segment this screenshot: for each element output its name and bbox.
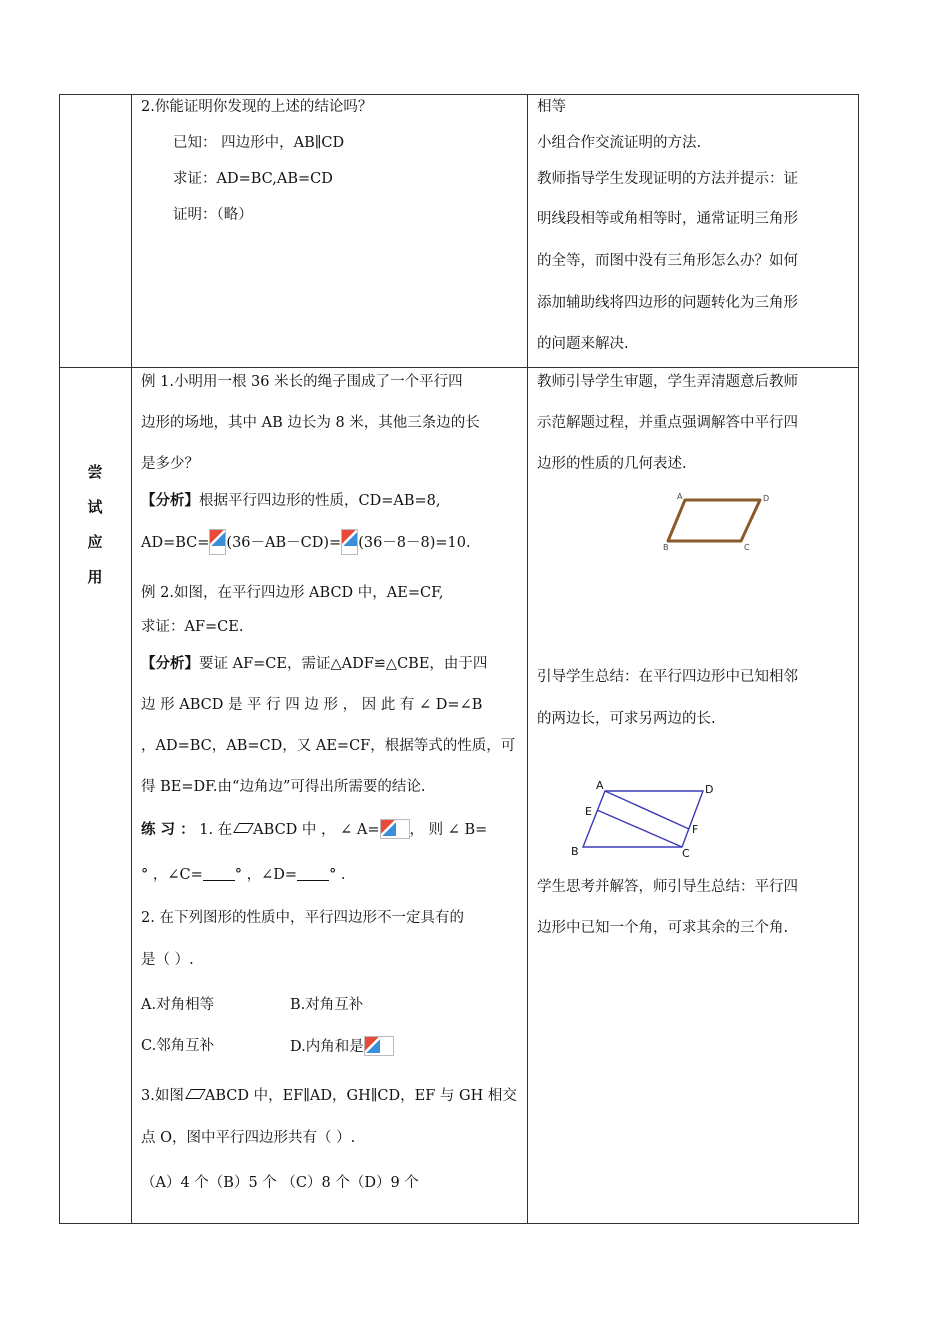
practice1-part-b: ABCD 中 ， ∠ A=: [253, 822, 380, 838]
col-border-right: [858, 94, 859, 1224]
fraction-image-icon: [209, 529, 226, 555]
teacher-note-1: 教师引导学生审题，学生弄清题意后教师: [537, 374, 798, 390]
practice1-line2: [141, 865, 346, 885]
analysis2-line3: ，AD=BC，AB=CD，又 AE=CF，根据等式的性质，可: [141, 738, 516, 754]
answer-blank[interactable]: [203, 866, 235, 881]
analysis1: [141, 491, 440, 511]
right-line-5: 的全等，而图中没有三角形怎么办？如何: [537, 253, 798, 269]
teacher-note-3: 边形的性质的几何表述.: [537, 456, 687, 472]
analysis2-text: 要证 AF=CE，需证△ADF≌△CBE，由于四: [199, 656, 488, 672]
col-border-left: [59, 94, 60, 1224]
right-line-3: 教师指导学生发现证明的方法并提示：证: [537, 171, 798, 187]
summary-3: 学生思考并解答，师引导生总结：平行四: [537, 879, 798, 895]
section-label-char: 应: [87, 533, 103, 551]
parallelogram-symbol-icon: [185, 1089, 206, 1099]
question-2: 2.你能证明你发现的上述的结论吗？: [141, 99, 373, 115]
practice1-part-c: ， 则 ∠ B=: [409, 822, 488, 838]
practice1-end: ° .: [329, 867, 346, 883]
calc-part-b: (36－AB－CD)=: [226, 535, 342, 551]
fraction-image-icon: [380, 819, 410, 839]
analysis1-text: 根据平行四边形的性质，CD=AB=8,: [199, 493, 441, 509]
parallelogram-figure-1: [663, 492, 773, 552]
right-line-2: 小组合作交流证明的方法.: [537, 135, 702, 151]
vertex-label: C: [682, 847, 690, 857]
option-d: [290, 1036, 394, 1057]
section-label-char: 尝: [87, 463, 103, 481]
parallelogram-symbol-icon: [233, 823, 254, 833]
vertex-label: B: [663, 543, 669, 552]
practice3-line1: [141, 1086, 517, 1106]
option-b: B.对角互补: [290, 997, 364, 1013]
vertex-label: A: [677, 492, 683, 501]
known-statement: 已知： 四边形中，AB∥CD: [173, 135, 345, 151]
right-line-7: 的问题来解决.: [537, 336, 629, 352]
vertex-label: D: [763, 494, 770, 503]
row2-left-cell: [131, 367, 527, 1223]
fraction-image-icon: [364, 1036, 394, 1056]
section-label-char: 试: [87, 498, 103, 516]
example1-line1: 例 1.小明用一根 36 米长的绳子围成了一个平行四: [141, 374, 463, 390]
example1-line2: 边形的场地，其中 AB 边长为 8 米，其他三条边的长: [141, 415, 480, 431]
practice2-line2: 是（ ）.: [141, 952, 194, 968]
answer-blank[interactable]: [297, 866, 329, 881]
calculation-line: [141, 529, 471, 555]
lesson-table: [59, 94, 859, 1224]
analysis2-line2: 边 形 ABCD 是 平 行 四 边 形 ， 因 此 有 ∠ D=∠B: [141, 697, 483, 713]
right-line-6: 添加辅助线将四边形的问题转化为三角形: [537, 295, 798, 311]
row1-right-cell: [527, 94, 858, 367]
practice3-line2: 点 O，图中平行四边形共有（ ）.: [141, 1130, 356, 1146]
row2-right-cell: [527, 367, 858, 1223]
practice3-part-a: 3.如图: [141, 1088, 184, 1104]
analysis2-line1: [141, 654, 487, 674]
practice3-part-b: ABCD 中，EF∥AD，GH∥CD，EF 与 GH 相交: [204, 1088, 517, 1104]
fraction-image-icon: [341, 529, 358, 555]
vertex-label: F: [692, 823, 699, 836]
practice3-options: （A）4 个（B）5 个 （C）8 个（D）9 个: [141, 1175, 419, 1191]
practice1-angle-c: ° ，∠C=: [141, 867, 203, 883]
vertex-label: B: [571, 845, 579, 857]
option-c: C.邻角互补: [141, 1038, 215, 1054]
practice1-part-a: 1. 在: [199, 822, 233, 838]
option-d-text: D.内角和是: [290, 1039, 364, 1055]
prove-statement: 求证：AD=BC,AB=CD: [173, 171, 333, 187]
proof-statement: 证明：（略）: [173, 207, 253, 223]
right-line-4: 明线段相等或角相等时，通常证明三角形: [537, 211, 798, 227]
segment-ec: [597, 810, 682, 847]
analysis-tag: 【分析】: [141, 493, 199, 509]
right-line-1: 相等: [537, 99, 566, 115]
vertex-label: D: [705, 783, 714, 796]
practice1-line1: [141, 819, 487, 840]
parallelogram-shape-1: [668, 500, 760, 541]
section-label: [59, 461, 131, 601]
example2-line2: 求证：AF=CE.: [141, 619, 244, 635]
practice1-angle-d: ° ，∠D=: [234, 867, 298, 883]
segment-af: [605, 791, 689, 829]
teacher-note-2: 示范解题过程，并重点强调解答中平行四: [537, 415, 798, 431]
analysis2-line4: 得 BE=DF.由“边角边”可得出所需要的结论.: [141, 779, 426, 795]
summary-2: 的两边长，可求另两边的长.: [537, 711, 716, 727]
practice-tag: 练 习 ：: [141, 822, 195, 838]
vertex-label: E: [585, 805, 592, 818]
example2-line1: 例 2.如图，在平行四边形 ABCD 中，AE=CF,: [141, 585, 444, 601]
vertex-label: C: [744, 543, 750, 552]
summary-4: 边形中已知一个角，可求其余的三个角.: [537, 920, 789, 936]
row1-left-cell: [131, 94, 527, 367]
section-label-char: 用: [87, 568, 103, 586]
example1-line3: 是多少？: [141, 456, 199, 472]
parallelogram-figure-2: [569, 777, 719, 857]
vertex-label: A: [596, 779, 604, 792]
summary-1: 引导学生总结：在平行四边形中已知相邻: [537, 669, 798, 685]
practice2-line1: 2. 在下列图形的性质中，平行四边形不一定具有的: [141, 910, 464, 926]
option-a: A.对角相等: [141, 997, 215, 1013]
calc-part-a: AD=BC=: [141, 535, 210, 551]
table-bottom-border: [59, 1223, 859, 1224]
calc-part-c: (36－8－8)=10.: [358, 535, 471, 551]
analysis-tag: 【分析】: [141, 656, 199, 672]
parallelogram-abcd: [583, 791, 703, 847]
